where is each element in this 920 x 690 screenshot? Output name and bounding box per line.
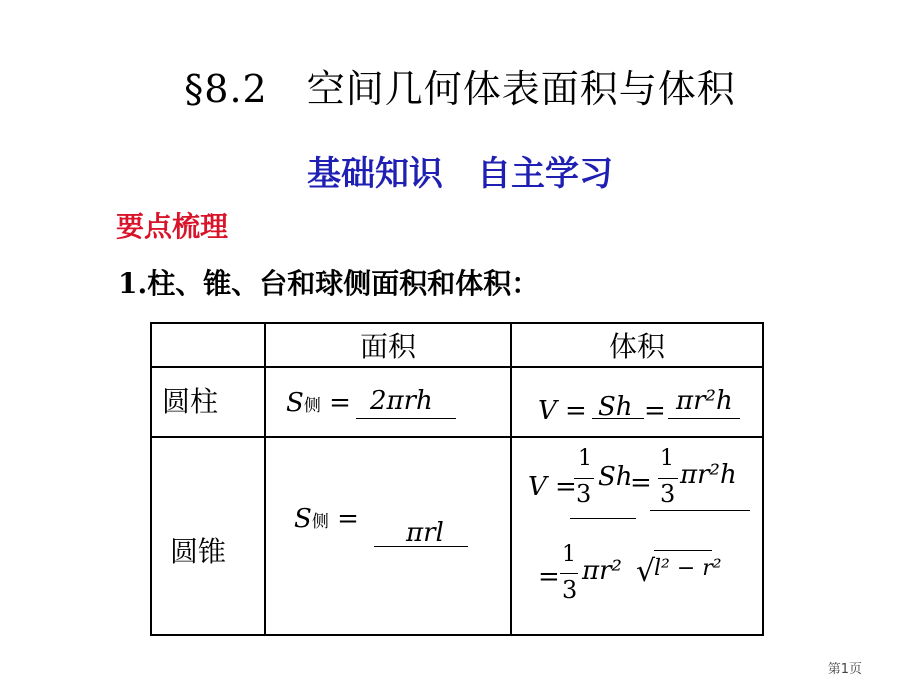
cone-area-cell (265, 437, 511, 635)
header-cell-volume: 体积 (511, 323, 763, 367)
table-row-cylinder (151, 367, 763, 437)
cylinder-volume-lhs: V = (538, 396, 587, 426)
table-header-row (151, 323, 763, 367)
item-text: 柱、锥、台和球侧面积和体积： (147, 267, 540, 300)
answer-underline (592, 418, 644, 419)
table-row-cone (151, 437, 763, 635)
header-cell-area: 面积 (265, 323, 511, 367)
sqrt-overbar (654, 550, 712, 551)
cylinder-label: 圆柱 (162, 385, 219, 418)
header-cell-empty (151, 323, 265, 367)
cone-label: 圆锥 (170, 535, 227, 568)
fraction-numerator: 1 (562, 542, 576, 567)
answer-underline (374, 546, 468, 547)
cone-volume-answer1: Sh (598, 462, 633, 492)
cylinder-area-lhs: S侧 = (286, 388, 351, 418)
fraction-denominator: 3 (562, 576, 578, 604)
cone-volume-radicand: l² − r² (654, 556, 722, 581)
answer-underline (570, 518, 636, 519)
row-label-cone (151, 437, 265, 635)
list-item (118, 262, 539, 302)
cone-volume-lhs: V = (528, 472, 577, 502)
row-label-cylinder (151, 367, 265, 437)
cylinder-area-answer: 2πrh (370, 386, 433, 416)
section-label: 要点梳理 (116, 210, 229, 243)
fraction-numerator: 1 (578, 446, 592, 471)
cone-volume-answer2: πr²h (680, 460, 737, 490)
cylinder-volume-answer1: Sh (598, 392, 633, 422)
fraction-denominator: 3 (576, 480, 592, 508)
fraction-bar (560, 573, 578, 574)
sqrt-icon: √ (636, 554, 656, 589)
answer-underline (650, 510, 750, 511)
cone-volume-cell (511, 437, 763, 635)
page-subtitle: 基础知识 自主学习 (307, 154, 613, 194)
cylinder-volume-cell (511, 367, 763, 437)
cone-volume-eq2: = (630, 468, 652, 498)
cone-volume-eq3: = (538, 562, 560, 592)
fraction-denominator: 3 (660, 480, 676, 508)
fraction-bar (574, 478, 594, 479)
fraction-bar (658, 478, 678, 479)
cylinder-volume-eq2: = (644, 396, 666, 426)
page-title: §8.2 空间几何体表面积与体积 (184, 67, 736, 111)
cone-area-answer: πrl (406, 518, 444, 548)
answer-underline (668, 418, 740, 419)
answer-underline (356, 418, 456, 419)
item-number: 1. (118, 267, 148, 300)
fraction-numerator: 1 (660, 446, 674, 471)
page-number: 第1页 (827, 662, 862, 677)
formula-table (150, 322, 764, 636)
cylinder-volume-answer2: πr²h (676, 386, 733, 416)
cylinder-area-cell (265, 367, 511, 437)
cone-area-lhs: S侧 = (294, 504, 359, 534)
cone-volume-expr3: πr² (582, 556, 622, 586)
